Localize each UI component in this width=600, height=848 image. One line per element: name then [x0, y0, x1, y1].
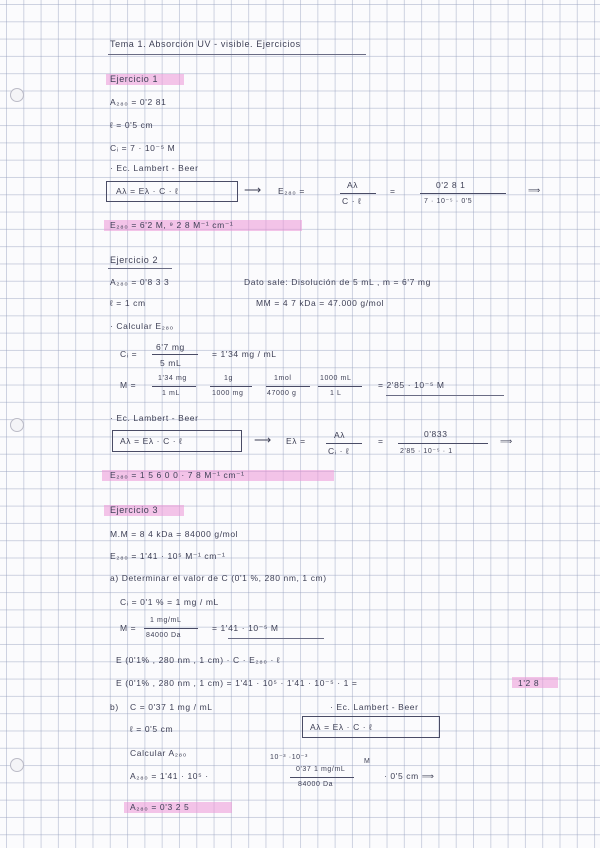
ej2-molarity-f1-num: 1'34 mg: [158, 375, 187, 382]
ej1-lambert-beer-label: · Ec. Lambert - Beer: [110, 163, 199, 173]
ej3-b-frac-num: 0'37 1 mg/mL: [296, 766, 346, 773]
ej3-b-lambert-beer-label: · Ec. Lambert - Beer: [330, 702, 419, 712]
ej2-frac-bar: [326, 443, 362, 444]
binder-hole-middle: [10, 418, 24, 432]
ej3-e-relation: E (0'1% , 280 nm , 1 cm) · C · E₂₈₀ · ℓ: [116, 655, 281, 665]
ej2-frac-num: Aλ: [334, 430, 346, 440]
ej2-molarity-f4-num: 1000 mL: [320, 375, 352, 382]
ej3-heading: Ejercicio 3: [110, 505, 159, 515]
ej2-absorbance: A₂₈₀ = 0'8 3 3: [110, 277, 170, 287]
ej2-arrow: ⟶: [254, 433, 272, 447]
ej2-conc-den: 5 mL: [160, 358, 182, 368]
ej3-b-concentration: C = 0'37 1 mg / mL: [130, 702, 213, 712]
ej3-molarity-bar: [144, 628, 198, 629]
ej3-molarity-rhs: = 1'41 · 10⁻⁵ M: [212, 623, 279, 633]
ej1-heading: Ejercicio 1: [110, 74, 159, 84]
ej2-solve-lhs: Eλ =: [286, 436, 306, 446]
ej1-implies: ⟹: [528, 185, 541, 195]
page-title: Tema 1. Absorción UV - visible. Ejercicios: [110, 39, 301, 49]
ej1-absorbance: A₂₈₀ = 0'2 81: [110, 97, 167, 107]
ej3-b-law: Aλ = Eλ · C · ℓ: [310, 722, 373, 732]
ej2-molarity-result: = 2'85 · 10⁻⁵ M: [378, 380, 445, 390]
ej2-molarity-lhs: M =: [120, 380, 137, 390]
binder-hole-bottom: [10, 758, 24, 772]
ej1-frac1-den: C · ℓ: [342, 196, 362, 206]
ej1-frac2-num: 0'2 8 1: [436, 180, 466, 190]
ej3-molarity-den: 84000 Da: [146, 632, 182, 639]
ej3-b-result: A₂₈₀ = 0'3 2 5: [130, 802, 190, 812]
ej3-b-superscript: 10⁻³ ·10⁻³: [270, 754, 308, 761]
ej2-frac2-bar: [398, 443, 488, 444]
ej2-law: Aλ = Eλ · C · ℓ: [120, 436, 183, 446]
ej1-frac1-bar: [340, 193, 376, 194]
ej1-law: Aλ = Eλ · C · ℓ: [116, 186, 179, 196]
ej3-b-frac-bar: [290, 777, 354, 778]
ej3-extinction: E₂₈₀ = 1'41 · 10⁵ M⁻¹ cm⁻¹: [110, 551, 226, 561]
ej2-molarity-f2-num: 1g: [224, 375, 233, 382]
ej2-conc-lhs: Cᵢ =: [120, 349, 138, 359]
ej3-b-frac-den: 84000 Da: [298, 781, 334, 788]
ej2-sample-note: Dato sale: Disolución de 5 mL , m = 6'7 mg: [244, 277, 431, 287]
ej2-heading-underline: [108, 268, 172, 269]
ej1-solve-lhs: E₂₈₀ =: [278, 186, 305, 196]
ej2-molarity-f1-den: 1 mL: [162, 390, 180, 397]
ej3-b-expression-lhs: A₂₈₀ = 1'41 · 10⁵ ·: [130, 771, 209, 781]
ej3-molarity-lhs: M =: [120, 623, 137, 633]
ej1-frac1-num: Aλ: [347, 180, 359, 190]
ej2-molarity-f2-den: 1000 mg: [212, 390, 244, 397]
ej2-path-length: ℓ = 1 cm: [110, 298, 146, 308]
ej2-calc-label: · Calcular E₂₈₀: [110, 321, 174, 331]
ej3-b-superscript-m: M: [364, 758, 371, 765]
ej2-molarity-result-underline: [386, 395, 504, 396]
title-underline: [108, 54, 366, 55]
ej2-molarity-f3-num: 1mol: [274, 375, 292, 382]
ej2-result: E₂₈₀ = 1 5 6 0 0 · 7 8 M⁻¹ cm⁻¹: [110, 470, 245, 480]
ej2-molarity-f1-bar: [152, 386, 196, 387]
ej2-molarity-f4-bar: [318, 386, 362, 387]
ej2-conc-num: 6'7 mg: [156, 342, 185, 352]
ej2-molarity-f3-den: 47000 g: [267, 390, 297, 397]
ej3-part-a: a) Determinar el valor de C (0'1 %, 280 nm, 1 cm): [110, 573, 327, 583]
ej2-molarity-f3-bar: [266, 386, 310, 387]
ej3-molarity-num: 1 mg/mL: [150, 617, 182, 624]
ej3-b-expression-tail: · 0'5 cm ⟹: [384, 771, 435, 781]
ej3-molarity-underline: [228, 638, 324, 639]
ej2-frac-den: Cᵢ · ℓ: [328, 446, 350, 456]
ej3-molar-mass: M.M = 8 4 kDa = 84000 g/mol: [110, 529, 239, 539]
ej3-b-path-length: ℓ = 0'5 cm: [130, 724, 174, 734]
ej1-arrow: ⟶: [244, 183, 262, 197]
ej3-e-result: 1'2 8: [518, 678, 540, 688]
ej3-part-b-label: b): [110, 702, 119, 712]
ej1-concentration: Cᵢ = 7 · 10⁻⁵ M: [110, 143, 176, 153]
ej1-path-length: ℓ = 0'5 cm: [110, 120, 154, 130]
ej1-result: E₂₈₀ = 6'2 M, ⁹ 2 8 M⁻¹ cm⁻¹: [110, 220, 234, 230]
ej2-implies: ⟹: [500, 436, 513, 446]
ej2-conc-bar: [152, 354, 198, 355]
ej2-heading: Ejercicio 2: [110, 255, 159, 265]
ej1-frac2-den: 7 · 10⁻⁵ · 0'5: [424, 198, 473, 205]
ej2-molarity-f4-den: 1 L: [330, 390, 342, 397]
ej2-molarity-f2-bar: [210, 386, 252, 387]
binder-hole-top: [10, 88, 24, 102]
ej1-equals: =: [390, 186, 396, 196]
ej2-conc-rhs: = 1'34 mg / mL: [212, 349, 277, 359]
ej2-frac2-num: 0'833: [424, 429, 448, 439]
ej3-e-computation: E (0'1% , 280 nm , 1 cm) = 1'41 · 10⁵ · 1'41 · 10⁻⁵ · 1 =: [116, 678, 358, 688]
ej3-conc-line: Cᵢ = 0'1 % = 1 mg / mL: [120, 597, 219, 607]
ej1-frac2-bar: [420, 193, 506, 194]
ej2-lambert-beer-label: · Ec. Lambert - Beer: [110, 413, 199, 423]
ej2-molar-mass-note: MM = 4 7 kDa = 47.000 g/mol: [256, 298, 385, 308]
ej3-b-calc-label: Calcular A₂₈₀: [130, 748, 187, 758]
ej2-frac2-den: 2'85 · 10⁻⁵ · 1: [400, 448, 453, 455]
ej2-equals: =: [378, 436, 384, 446]
